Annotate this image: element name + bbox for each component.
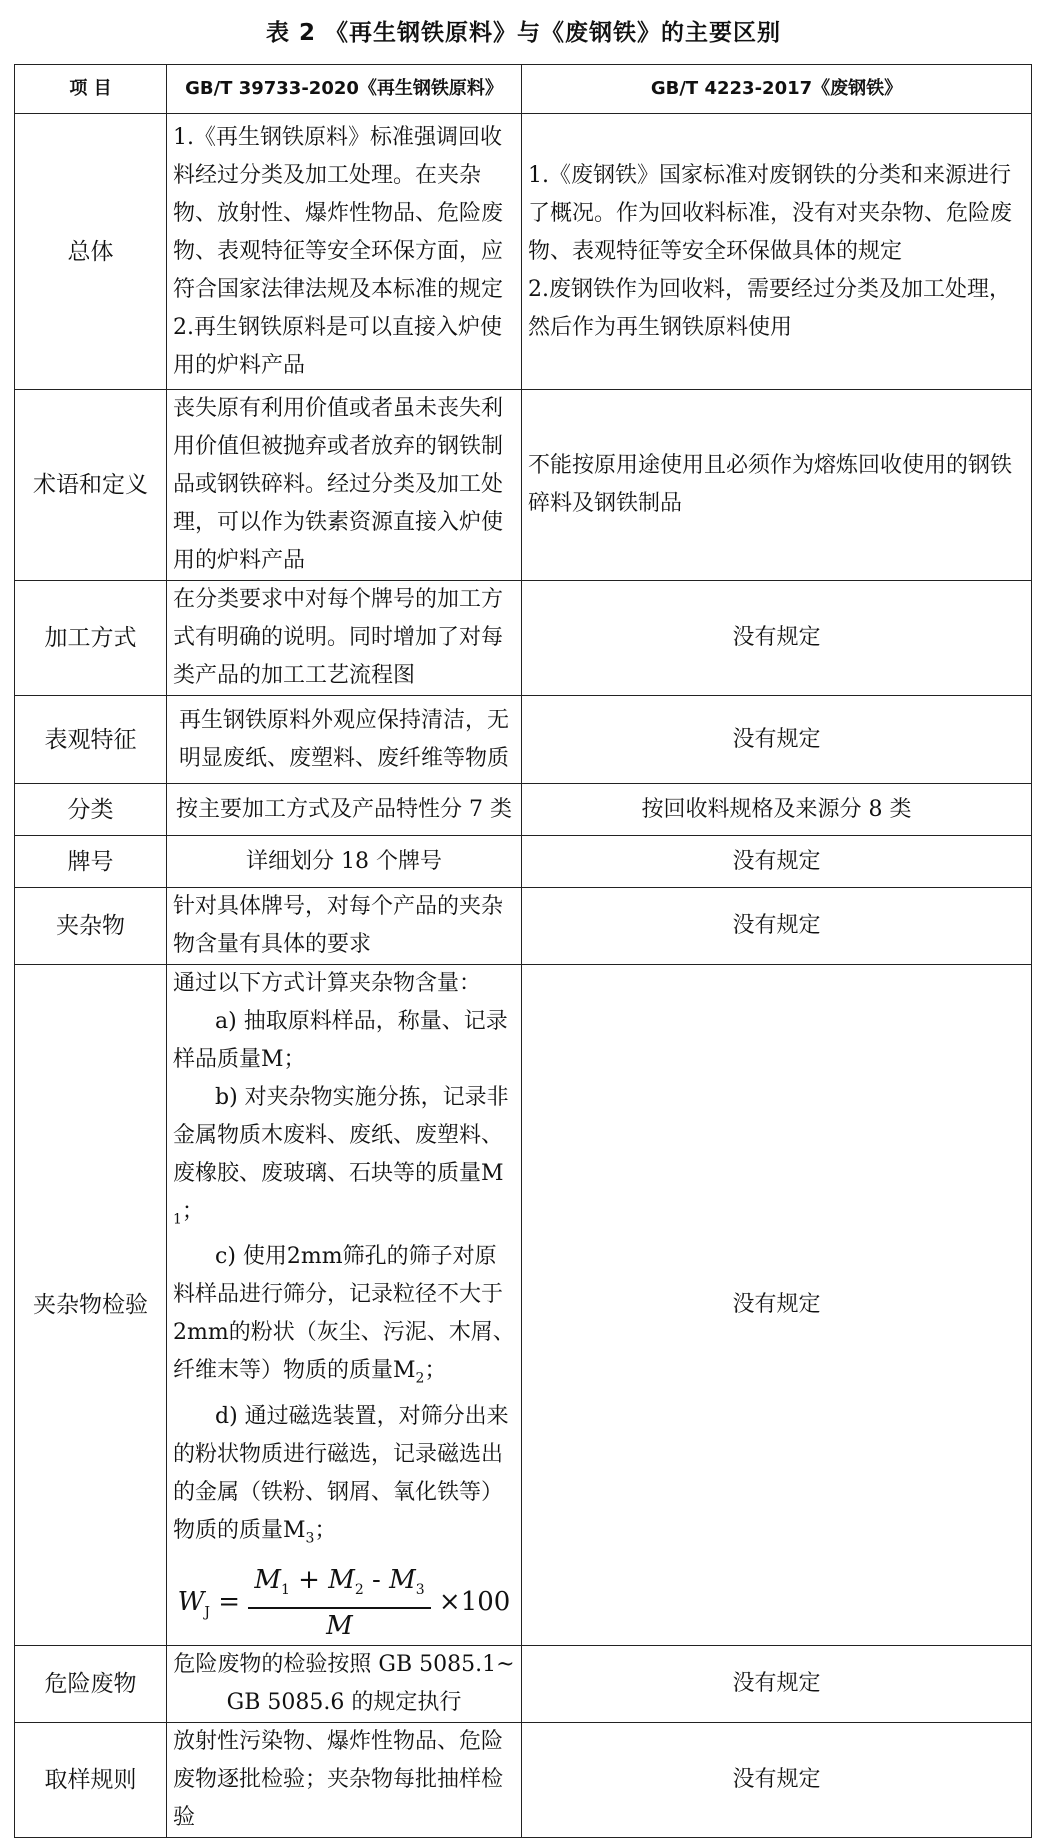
header-item: 项 目 (15, 65, 167, 114)
row-label-inclusion-test: 夹杂物检验 (15, 965, 167, 1646)
inclusion-formula: $W_J$ = $\frac{M_1 + M_2 - M_3}{M}$ ×100 (177, 1565, 511, 1642)
table-row (15, 114, 1032, 390)
table-row (15, 784, 1032, 836)
inclusion-test-step-c: c) 使用2mm筛孔的筛子对原料样品进行筛分，记录粒径不大于2mm的粉状（灰尘、污泥、木屑、纤维末等）物质的质量$M_2$； (173, 1244, 515, 1387)
overall-a-point-1: 1.《再生钢铁原料》标准强调回收料经过分类及加工处理。在夹杂物、放射性、爆炸性物品、危险废物、表观特征等安全环保方面，应符合国家法律法规及本标准的规定 (173, 124, 504, 302)
overall-b-point-2: 2.废钢铁作为回收料，需要经过分类及加工处理，然后作为再生钢铁原料使用 (528, 276, 1011, 340)
cell-appearance-a: 再生钢铁原料外观应保持清洁，无明显废纸、废塑料、废纤维等物质 (167, 696, 522, 784)
row-label-processing: 加工方式 (15, 581, 167, 696)
table-title: 表 2 《再生钢铁原料》与《废钢铁》的主要区别 (265, 20, 782, 46)
table-row (15, 1646, 1032, 1723)
formula-numerator: $M_1 + M_2 - M_3$ (248, 1565, 430, 1609)
cell-terms-b: 不能按原用途使用且必须作为熔炼回收使用的钢铁碎料及钢铁制品 (522, 390, 1032, 581)
header-scrap-steel: GB/T 4223-2017《废钢铁》 (522, 65, 1032, 114)
inclusion-test-step-a: a) 抽取原料样品，称量、记录样品质量M； (173, 1009, 508, 1072)
row-label-sampling: 取样规则 (15, 1723, 167, 1838)
cell-classification-b: 按回收料规格及来源分 8 类 (522, 784, 1032, 836)
cell-inclusions-b: 没有规定 (522, 888, 1032, 965)
row-label-classification: 分类 (15, 784, 167, 836)
row-label-grade: 牌号 (15, 836, 167, 888)
table-row (15, 581, 1032, 696)
cell-overall-b (522, 114, 1032, 390)
row-label-hazardous: 危险废物 (15, 1646, 167, 1723)
cell-inclusions-a: 针对具体牌号，对每个产品的夹杂物含量有具体的要求 (167, 888, 522, 965)
table-row (15, 696, 1032, 784)
cell-hazardous-b: 没有规定 (522, 1646, 1032, 1723)
cell-grade-a: 详细划分 18 个牌号 (167, 836, 522, 888)
cell-overall-a (167, 114, 522, 390)
cell-inclusion-test-a (167, 965, 522, 1646)
formula-fraction (248, 1565, 430, 1641)
overall-b-point-1: 1.《废钢铁》国家标准对废钢铁的分类和来源进行了概况。作为回收料标准，没有对夹杂物、危险废物、表观特征等安全环保做具体的规定 (528, 162, 1013, 264)
comparison-table (14, 64, 1032, 1838)
table-row (15, 836, 1032, 888)
inclusion-test-step-d: d) 通过磁选装置，对筛分出来的粉状物质进行磁选，记录磁选出的金属（铁粉、钢屑、氧化铁等）物质的质量$M_3$； (173, 1403, 509, 1547)
table-row (15, 1723, 1032, 1838)
cell-classification-a: 按主要加工方式及产品特性分 7 类 (167, 784, 522, 836)
row-label-inclusions: 夹杂物 (15, 888, 167, 965)
cell-processing-b: 没有规定 (522, 581, 1032, 696)
cell-grade-b: 没有规定 (522, 836, 1032, 888)
cell-hazardous-a: 危险废物的检验按照 GB 5085.1~GB 5085.6 的规定执行 (167, 1646, 522, 1723)
cell-inclusion-test-b: 没有规定 (522, 965, 1032, 1646)
cell-sampling-a: 放射性污染物、爆炸性物品、危险废物逐批检验；夹杂物每批抽样检验 (167, 1723, 522, 1838)
row-label-appearance: 表观特征 (15, 696, 167, 784)
row-label-overall: 总体 (15, 114, 167, 390)
cell-appearance-b: 没有规定 (522, 696, 1032, 784)
table-row (15, 965, 1032, 1646)
cell-terms-a: 丧失原有利用价值或者虽未丧失利用价值但被抛弃或者放弃的钢铁制品或钢铁碎料。经过分类及加工处理，可以作为铁素资源直接入炉使用的炉料产品 (167, 390, 522, 581)
header-row (15, 65, 1032, 114)
table-row (15, 888, 1032, 965)
header-recycled-steel: GB/T 39733-2020《再生钢铁原料》 (167, 65, 522, 114)
formula-denominator: M (326, 1611, 353, 1642)
inclusion-test-intro: 通过以下方式计算夹杂物含量： (173, 971, 482, 996)
cell-sampling-b: 没有规定 (522, 1723, 1032, 1838)
cell-processing-a: 在分类要求中对每个牌号的加工方式有明确的说明。同时增加了对每类产品的加工工艺流程图 (167, 581, 522, 696)
inclusion-test-step-b: b) 对夹杂物实施分拣，记录非金属物质木废料、废纸、废塑料、废橡胶、废玻璃、石块等的质量$M_1$； (173, 1085, 509, 1228)
overall-a-point-2: 2.再生钢铁原料是可以直接入炉使用的炉料产品 (173, 314, 502, 378)
row-label-terms: 术语和定义 (15, 390, 167, 581)
table-row (15, 390, 1032, 581)
